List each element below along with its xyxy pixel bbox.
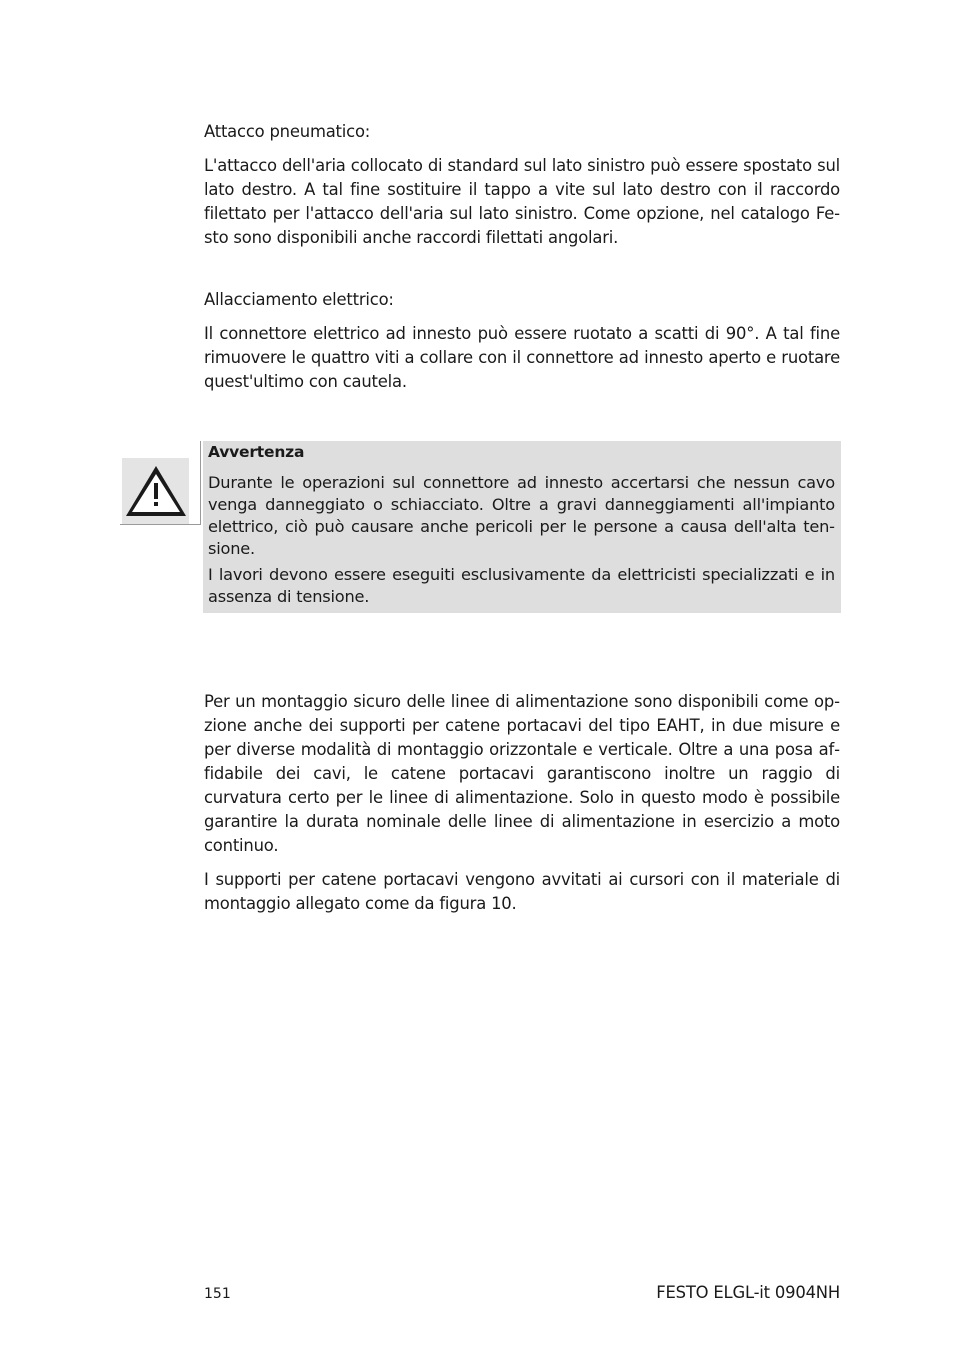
section-pneumatic [204, 120, 840, 250]
pneumatic-body: L'attacco dell'aria collocato di standard sul lato sinistro può essere spostato sul lato destro. A tal fine sostituire il tappo a vite sul lato destro con il raccordo filettato per l'attacco dell'aria sul lato sinistro. Come opzione, nel catalogo Festo sono disponibili anche raccordi filettati angolari. [204, 156, 840, 247]
cable-body-1: Per un montaggio sicuro delle linee di alimentazione sono disponibili come opzione anche dei supporti per catene portacavi del tipo EAHT, in due misure e per diverse modalità di montaggio orizzontale e verticale. Oltre a una posa affidabile dei cavi, le catene portacavi garantiscono inoltre un raggio di curvatura certo per le linee di alimentazione. Solo in questo modo è possibile garantire la durata nominale delle linee di alimentazione in esercizio a moto continuo. [204, 692, 840, 855]
warning-body-1: Durante le operazioni sul connettore ad innesto accertarsi che nessun cavo venga danneggiato o schiacciato. Oltre a gravi danneggiamenti all'impianto elettrico, ciò può causare anche pericoli per le persone a causa dell'alta tensione. [208, 473, 835, 558]
warning-title: Avvertenza [208, 443, 305, 461]
cable-body-2: I supporti per catene portacavi vengono avvitati ai cursori con il materiale di montaggio allegato come da figura 10. [204, 870, 840, 913]
section-electric [204, 288, 840, 394]
electric-heading: Allacciamento elettrico: [204, 290, 394, 309]
section-cable [204, 690, 840, 916]
electric-body: Il connettore elettrico ad innesto può essere ruotato a scatti di 90°. A tal fine rimuovere le quattro viti a collare con il connettore ad innesto aperto e ruotare quest'ultimo con cautela. [204, 324, 840, 391]
pneumatic-heading: Attacco pneumatico: [204, 122, 371, 141]
warning-icon-panel [122, 458, 189, 525]
warning-icon-underline [120, 524, 201, 525]
warning-triangle-icon [122, 458, 189, 525]
document-id: FESTO ELGL-it 0904NH [656, 1283, 840, 1302]
warning-box [203, 441, 841, 613]
warning-icon-separator [200, 441, 201, 525]
page-number: 151 [204, 1286, 231, 1302]
warning-body-2: I lavori devono essere eseguiti esclusivamente da elettricisti specializzati e in assenza di tensione. [208, 565, 835, 606]
